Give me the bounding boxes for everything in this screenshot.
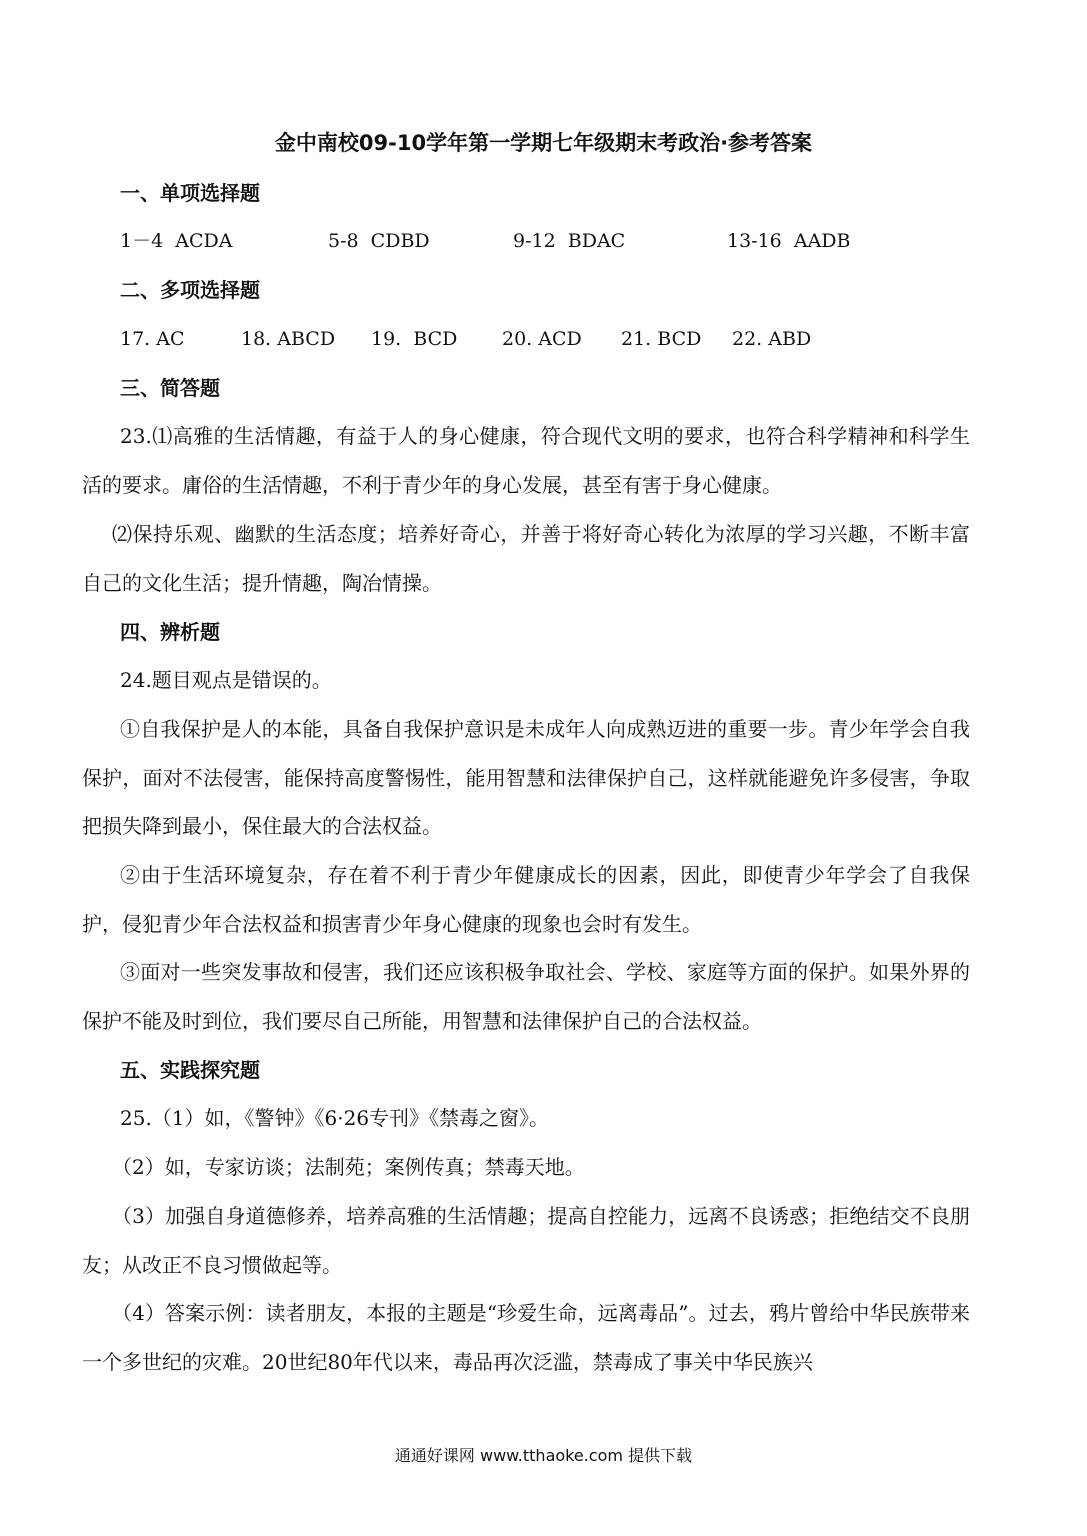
page-title: 金中南校09-10学年第一学期七年级期末考政治·参考答案	[274, 131, 813, 155]
section-heading-analysis: 四、辨析题	[120, 620, 220, 644]
answer-paragraph: ②由于生活环境复杂，存在着不利于青少年健康成长的因素，因此，即使青少年学会了自我保护，侵犯青少年合法权益和损害青少年身心健康的现象也会时有发生。	[82, 863, 970, 936]
answer-paragraph: ①自我保护是人的本能，具备自我保护意识是未成年人向成熟迈进的重要一步。青少年学会自我保护，面对不法侵害，能保持高度警惕性，能用智慧和法律保护自己，这样就能避免许多侵害，争取把损失降到最小，保住最大的合法权益。	[82, 717, 970, 839]
answer-paragraph: ⑵保持乐观、幽默的生活态度；培养好奇心，并善于将好奇心转化为浓厚的学习兴趣，不断丰富自己的文化生活；提升情趣，陶冶情操。	[82, 522, 970, 595]
answer-group: 9-12 BDAC	[513, 230, 626, 252]
answer-paragraph: （2）如，专家访谈；法制苑；案例传真；禁毒天地。	[112, 1155, 585, 1179]
answer-paragraph: 24.题目观点是错误的。	[120, 668, 332, 692]
answer-item: 20. ACD	[502, 328, 582, 350]
answer-paragraph: 25.（1）如，《警钟》《6·26专刊》《禁毒之窗》。	[120, 1106, 550, 1130]
answer-item: 18. ABCD	[241, 328, 336, 350]
page-footer: 通通好课网 www.tthaoke.com 提供下载	[394, 1446, 693, 1465]
answer-group: 1－4 ACDA	[120, 230, 233, 252]
section-heading-practice: 五、实践探究题	[120, 1058, 260, 1082]
answer-item: 22. ABD	[732, 328, 812, 350]
section-heading-multiple-choice: 二、多项选择题	[120, 278, 260, 302]
answer-paragraph: ③面对一些突发事故和侵害，我们还应该积极争取社会、学校、家庭等方面的保护。如果外界的保护不能及时到位，我们要尽自己所能，用智慧和法律保护自己的合法权益。	[82, 960, 970, 1033]
answer-paragraph: 23.⑴高雅的生活情趣，有益于人的身心健康，符合现代文明的要求，也符合科学精神和科学生活的要求。庸俗的生活情趣，不利于青少年的身心发展，甚至有害于身心健康。	[82, 424, 970, 497]
section-heading-single-choice: 一、单项选择题	[120, 181, 260, 205]
answer-paragraph: （4）答案示例：读者朋友，本报的主题是“珍爱生命，远离毒品”。过去，鸦片曾给中华民族带来一个多世纪的灾难。20世纪80年代以来，毒品再次泛滥，禁毒成了事关中华民族兴	[82, 1301, 970, 1374]
answer-item: 17. AC	[120, 328, 185, 350]
section-heading-short-answer: 三、简答题	[120, 376, 220, 400]
answer-paragraph: （3）加强自身道德修养，培养高雅的生活情趣；提高自控能力，远离不良诱惑；拒绝结交不良朋友；从改正不良习惯做起等。	[82, 1204, 970, 1277]
answer-group: 5-8 CDBD	[328, 230, 430, 252]
answer-item: 21. BCD	[621, 328, 702, 350]
answer-item: 19. BCD	[371, 328, 458, 350]
answer-group: 13-16 AADB	[727, 230, 851, 252]
